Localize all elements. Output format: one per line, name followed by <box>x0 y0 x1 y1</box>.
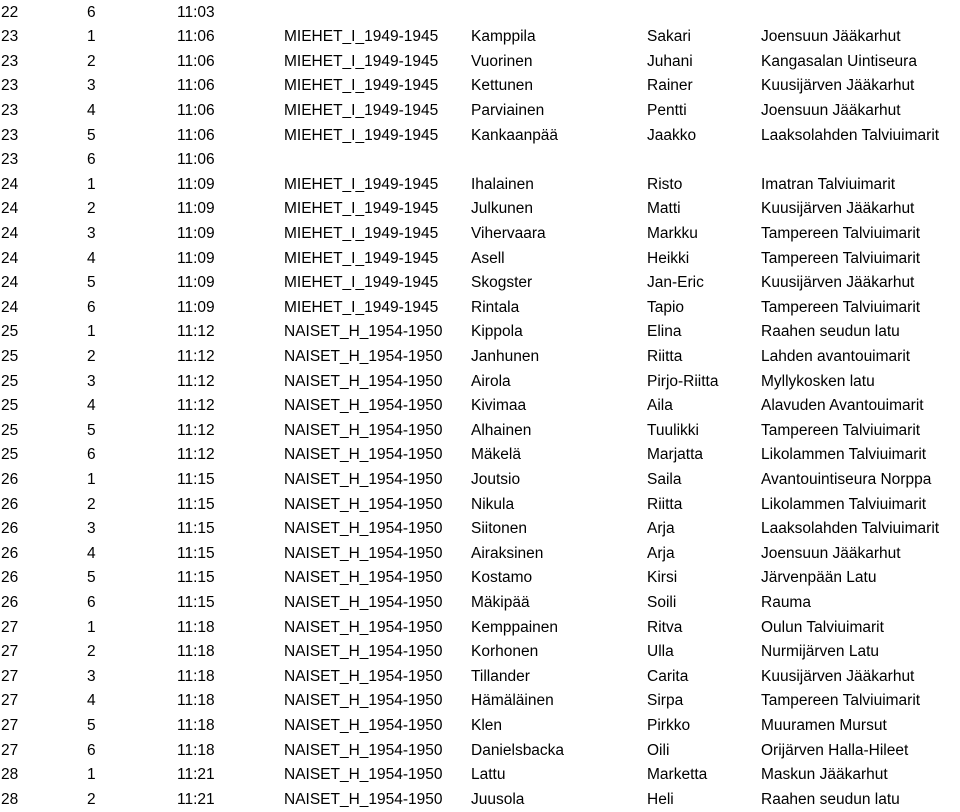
last-name-cell: Kostamo <box>471 569 533 587</box>
first-name-cell: Rainer <box>647 77 693 95</box>
first-name-cell: Pirjo-Riitta <box>647 372 719 390</box>
lane-number-cell: 1 <box>87 470 96 488</box>
first-name-cell: Kirsi <box>647 569 678 587</box>
last-name-cell: Kettunen <box>471 77 534 95</box>
club-name-cell: Avantouintiseura Norppa <box>761 470 932 488</box>
club-name-cell: Imatran Talviuimarit <box>761 175 896 193</box>
first-name-cell: Marjatta <box>647 446 703 464</box>
lane-number-cell: 6 <box>87 446 96 464</box>
club-name-cell: Oulun Talviuimarit <box>761 618 884 636</box>
lane-number-cell: 3 <box>87 224 96 242</box>
start-time-cell: 11:12 <box>177 323 215 341</box>
table-row <box>0 542 960 567</box>
age-class-cell: MIEHET_I_1949-1945 <box>284 200 439 218</box>
heat-number-cell: 24 <box>1 175 19 193</box>
first-name-cell: Oili <box>647 741 670 759</box>
first-name-cell: Sakari <box>647 28 691 46</box>
last-name-cell: Vuorinen <box>471 52 533 70</box>
start-time-cell: 11:18 <box>177 741 215 759</box>
start-time-cell: 11:09 <box>177 298 215 316</box>
table-row <box>0 443 960 468</box>
start-time-cell: 11:09 <box>177 200 215 218</box>
lane-number-cell: 4 <box>87 249 96 267</box>
club-name-cell: Myllykosken latu <box>761 372 875 390</box>
club-name-cell: Orijärven Halla-Hileet <box>761 741 909 759</box>
start-time-cell: 11:06 <box>177 101 215 119</box>
age-class-cell: MIEHET_I_1949-1945 <box>284 249 439 267</box>
first-name-cell: Ritva <box>647 618 683 636</box>
heat-number-cell: 24 <box>1 224 19 242</box>
heat-number-cell: 23 <box>1 28 19 46</box>
lane-number-cell: 1 <box>87 618 96 636</box>
club-name-cell: Maskun Jääkarhut <box>761 766 888 784</box>
last-name-cell: Siitonen <box>471 520 528 538</box>
heat-number-cell: 23 <box>1 77 19 95</box>
club-name-cell: Tampereen Talviuimarit <box>761 249 921 267</box>
age-class-cell: NAISET_H_1954-1950 <box>284 766 443 784</box>
last-name-cell: Mäkipää <box>471 593 530 611</box>
table-row <box>0 788 960 812</box>
heat-number-cell: 26 <box>1 593 19 611</box>
club-name-cell: Tampereen Talviuimarit <box>761 692 921 710</box>
club-name-cell: Likolammen Talviuimarit <box>761 495 927 513</box>
start-time-cell: 11:15 <box>177 569 215 587</box>
heat-number-cell: 26 <box>1 495 19 513</box>
table-row <box>0 739 960 764</box>
table-row <box>0 714 960 739</box>
club-name-cell: Kangasalan Uintiseura <box>761 52 917 70</box>
club-name-cell: Kuusijärven Jääkarhut <box>761 274 915 292</box>
table-row <box>0 591 960 616</box>
first-name-cell: Arja <box>647 544 675 562</box>
last-name-cell: Airola <box>471 372 511 390</box>
lane-number-cell: 2 <box>87 495 96 513</box>
start-time-cell: 11:18 <box>177 643 215 661</box>
heat-number-cell: 26 <box>1 520 19 538</box>
start-time-cell: 11:18 <box>177 716 215 734</box>
table-row <box>0 320 960 345</box>
start-time-cell: 11:09 <box>177 175 215 193</box>
first-name-cell: Saila <box>647 470 682 488</box>
last-name-cell: Julkunen <box>471 200 534 218</box>
lane-number-cell: 5 <box>87 716 96 734</box>
age-class-cell: MIEHET_I_1949-1945 <box>284 77 439 95</box>
last-name-cell: Mäkelä <box>471 446 521 464</box>
table-row <box>0 370 960 395</box>
lane-number-cell: 6 <box>87 741 96 759</box>
age-class-cell: NAISET_H_1954-1950 <box>284 716 443 734</box>
table-row <box>0 640 960 665</box>
start-time-cell: 11:09 <box>177 224 215 242</box>
table-row <box>0 296 960 321</box>
start-time-cell: 11:18 <box>177 618 215 636</box>
club-name-cell: Järvenpään Latu <box>761 569 877 587</box>
heat-number-cell: 25 <box>1 421 19 439</box>
last-name-cell: Ihalainen <box>471 175 534 193</box>
first-name-cell: Riitta <box>647 495 683 513</box>
heat-number-cell: 25 <box>1 323 19 341</box>
first-name-cell: Jaakko <box>647 126 697 144</box>
start-time-cell: 11:12 <box>177 372 215 390</box>
last-name-cell: Danielsbacka <box>471 741 565 759</box>
age-class-cell: NAISET_H_1954-1950 <box>284 520 443 538</box>
start-time-cell: 11:21 <box>177 766 215 784</box>
start-time-cell: 11:12 <box>177 446 215 464</box>
last-name-cell: Tillander <box>471 667 530 685</box>
start-time-cell: 11:06 <box>177 77 215 95</box>
lane-number-cell: 5 <box>87 274 96 292</box>
heat-number-cell: 24 <box>1 298 19 316</box>
heat-number-cell: 28 <box>1 790 19 808</box>
last-name-cell: Kankaanpää <box>471 126 559 144</box>
last-name-cell: Parviainen <box>471 101 545 119</box>
heat-number-cell: 22 <box>1 3 19 21</box>
heat-number-cell: 25 <box>1 446 19 464</box>
age-class-cell: NAISET_H_1954-1950 <box>284 495 443 513</box>
age-class-cell: NAISET_H_1954-1950 <box>284 741 443 759</box>
last-name-cell: Klen <box>471 716 503 734</box>
table-row <box>0 689 960 714</box>
last-name-cell: Juusola <box>471 790 525 808</box>
age-class-cell: NAISET_H_1954-1950 <box>284 593 443 611</box>
start-time-cell: 11:06 <box>177 151 215 169</box>
start-time-cell: 11:18 <box>177 692 215 710</box>
last-name-cell: Kamppila <box>471 28 536 46</box>
lane-number-cell: 4 <box>87 692 96 710</box>
age-class-cell: NAISET_H_1954-1950 <box>284 643 443 661</box>
lane-number-cell: 2 <box>87 643 96 661</box>
table-row <box>0 50 960 75</box>
age-class-cell: NAISET_H_1954-1950 <box>284 397 443 415</box>
table-row <box>0 616 960 641</box>
club-name-cell: Kuusijärven Jääkarhut <box>761 667 915 685</box>
lane-number-cell: 5 <box>87 569 96 587</box>
first-name-cell: Matti <box>647 200 681 218</box>
first-name-cell: Markku <box>647 224 698 242</box>
lane-number-cell: 1 <box>87 175 96 193</box>
table-row <box>0 247 960 272</box>
heat-number-cell: 27 <box>1 667 19 685</box>
lane-number-cell: 1 <box>87 766 96 784</box>
table-row <box>0 566 960 591</box>
first-name-cell: Tapio <box>647 298 685 316</box>
first-name-cell: Pirkko <box>647 716 691 734</box>
first-name-cell: Ulla <box>647 643 674 661</box>
heat-number-cell: 24 <box>1 200 19 218</box>
club-name-cell: Lahden avantouimarit <box>761 347 911 365</box>
start-time-cell: 11:15 <box>177 495 215 513</box>
last-name-cell: Alhainen <box>471 421 532 439</box>
last-name-cell: Asell <box>471 249 505 267</box>
club-name-cell: Muuramen Mursut <box>761 716 887 734</box>
table-row <box>0 763 960 788</box>
lane-number-cell: 3 <box>87 667 96 685</box>
age-class-cell: NAISET_H_1954-1950 <box>284 323 443 341</box>
age-class-cell: NAISET_H_1954-1950 <box>284 446 443 464</box>
table-row <box>0 124 960 149</box>
lane-number-cell: 5 <box>87 421 96 439</box>
start-time-cell: 11:15 <box>177 593 215 611</box>
start-time-cell: 11:06 <box>177 52 215 70</box>
age-class-cell: NAISET_H_1954-1950 <box>284 569 443 587</box>
start-time-cell: 11:15 <box>177 520 215 538</box>
first-name-cell: Arja <box>647 520 675 538</box>
last-name-cell: Joutsio <box>471 470 521 488</box>
age-class-cell: NAISET_H_1954-1950 <box>284 667 443 685</box>
age-class-cell: NAISET_H_1954-1950 <box>284 544 443 562</box>
age-class-cell: MIEHET_I_1949-1945 <box>284 224 439 242</box>
club-name-cell: Laaksolahden Talviuimarit <box>761 126 940 144</box>
first-name-cell: Soili <box>647 593 677 611</box>
table-row <box>0 468 960 493</box>
table-row <box>0 1 960 26</box>
table-row <box>0 222 960 247</box>
age-class-cell: MIEHET_I_1949-1945 <box>284 175 439 193</box>
age-class-cell: NAISET_H_1954-1950 <box>284 470 443 488</box>
heat-number-cell: 23 <box>1 52 19 70</box>
table-row <box>0 271 960 296</box>
heat-number-cell: 26 <box>1 544 19 562</box>
club-name-cell: Tampereen Talviuimarit <box>761 224 921 242</box>
heat-number-cell: 27 <box>1 741 19 759</box>
age-class-cell: NAISET_H_1954-1950 <box>284 347 443 365</box>
lane-number-cell: 4 <box>87 397 96 415</box>
lane-number-cell: 6 <box>87 298 96 316</box>
heat-number-cell: 23 <box>1 101 19 119</box>
club-name-cell: Tampereen Talviuimarit <box>761 421 921 439</box>
lane-number-cell: 6 <box>87 593 96 611</box>
age-class-cell: NAISET_H_1954-1950 <box>284 372 443 390</box>
lane-number-cell: 4 <box>87 101 96 119</box>
start-time-cell: 11:09 <box>177 274 215 292</box>
last-name-cell: Rintala <box>471 298 520 316</box>
table-row <box>0 148 960 173</box>
lane-number-cell: 3 <box>87 77 96 95</box>
start-time-cell: 11:15 <box>177 544 215 562</box>
start-time-cell: 11:12 <box>177 421 215 439</box>
lane-number-cell: 5 <box>87 126 96 144</box>
first-name-cell: Pentti <box>647 101 687 119</box>
table-row <box>0 665 960 690</box>
heat-number-cell: 24 <box>1 274 19 292</box>
start-time-cell: 11:06 <box>177 28 215 46</box>
lane-number-cell: 6 <box>87 3 96 21</box>
first-name-cell: Tuulikki <box>647 421 699 439</box>
lane-number-cell: 4 <box>87 544 96 562</box>
lane-number-cell: 1 <box>87 323 96 341</box>
age-class-cell: MIEHET_I_1949-1945 <box>284 274 439 292</box>
club-name-cell: Rauma <box>761 593 811 611</box>
lane-number-cell: 2 <box>87 52 96 70</box>
start-time-cell: 11:12 <box>177 347 215 365</box>
start-time-cell: 11:09 <box>177 249 215 267</box>
first-name-cell: Elina <box>647 323 682 341</box>
last-name-cell: Nikula <box>471 495 515 513</box>
heat-number-cell: 23 <box>1 151 19 169</box>
first-name-cell: Carita <box>647 667 689 685</box>
club-name-cell: Laaksolahden Talviuimarit <box>761 520 940 538</box>
age-class-cell: MIEHET_I_1949-1945 <box>284 101 439 119</box>
start-time-cell: 11:03 <box>177 3 215 21</box>
club-name-cell: Joensuun Jääkarhut <box>761 28 901 46</box>
age-class-cell: MIEHET_I_1949-1945 <box>284 52 439 70</box>
heat-number-cell: 27 <box>1 692 19 710</box>
first-name-cell: Riitta <box>647 347 683 365</box>
age-class-cell: NAISET_H_1954-1950 <box>284 618 443 636</box>
table-row <box>0 419 960 444</box>
heat-number-cell: 26 <box>1 470 19 488</box>
last-name-cell: Kippola <box>471 323 523 341</box>
table-row <box>0 25 960 50</box>
first-name-cell: Aila <box>647 397 673 415</box>
club-name-cell: Kuusijärven Jääkarhut <box>761 200 915 218</box>
last-name-cell: Vihervaara <box>471 224 546 242</box>
table-row <box>0 99 960 124</box>
club-name-cell: Likolammen Talviuimarit <box>761 446 927 464</box>
club-name-cell: Raahen seudun latu <box>761 323 900 341</box>
age-class-cell: MIEHET_I_1949-1945 <box>284 126 439 144</box>
heat-number-cell: 23 <box>1 126 19 144</box>
club-name-cell: Nurmijärven Latu <box>761 643 880 661</box>
last-name-cell: Korhonen <box>471 643 539 661</box>
heat-number-cell: 25 <box>1 397 19 415</box>
heat-number-cell: 25 <box>1 347 19 365</box>
table-row <box>0 197 960 222</box>
age-class-cell: NAISET_H_1954-1950 <box>284 692 443 710</box>
heat-number-cell: 24 <box>1 249 19 267</box>
club-name-cell: Joensuun Jääkarhut <box>761 101 901 119</box>
lane-number-cell: 6 <box>87 151 96 169</box>
lane-number-cell: 2 <box>87 200 96 218</box>
heat-number-cell: 25 <box>1 372 19 390</box>
table-row <box>0 493 960 518</box>
last-name-cell: Kemppainen <box>471 618 559 636</box>
table-row <box>0 345 960 370</box>
club-name-cell: Alavuden Avantouimarit <box>761 397 924 415</box>
first-name-cell: Sirpa <box>647 692 684 710</box>
last-name-cell: Airaksinen <box>471 544 544 562</box>
table-row <box>0 74 960 99</box>
club-name-cell: Tampereen Talviuimarit <box>761 298 921 316</box>
heat-number-cell: 27 <box>1 643 19 661</box>
lane-number-cell: 3 <box>87 520 96 538</box>
start-time-cell: 11:06 <box>177 126 215 144</box>
heat-number-cell: 26 <box>1 569 19 587</box>
lane-number-cell: 3 <box>87 372 96 390</box>
last-name-cell: Janhunen <box>471 347 540 365</box>
club-name-cell: Raahen seudun latu <box>761 790 900 808</box>
lane-number-cell: 1 <box>87 28 96 46</box>
start-time-cell: 11:21 <box>177 790 215 808</box>
table-row <box>0 394 960 419</box>
age-class-cell: NAISET_H_1954-1950 <box>284 421 443 439</box>
age-class-cell: MIEHET_I_1949-1945 <box>284 298 439 316</box>
last-name-cell: Skogster <box>471 274 533 292</box>
heat-number-cell: 27 <box>1 618 19 636</box>
first-name-cell: Risto <box>647 175 683 193</box>
table-row <box>0 173 960 198</box>
start-time-cell: 11:18 <box>177 667 215 685</box>
club-name-cell: Joensuun Jääkarhut <box>761 544 901 562</box>
club-name-cell: Kuusijärven Jääkarhut <box>761 77 915 95</box>
age-class-cell: MIEHET_I_1949-1945 <box>284 28 439 46</box>
first-name-cell: Marketta <box>647 766 708 784</box>
start-time-cell: 11:12 <box>177 397 215 415</box>
first-name-cell: Heli <box>647 790 674 808</box>
heat-number-cell: 27 <box>1 716 19 734</box>
first-name-cell: Jan-Eric <box>647 274 704 292</box>
heat-number-cell: 28 <box>1 766 19 784</box>
last-name-cell: Hämäläinen <box>471 692 554 710</box>
first-name-cell: Heikki <box>647 249 690 267</box>
last-name-cell: Lattu <box>471 766 506 784</box>
first-name-cell: Juhani <box>647 52 693 70</box>
lane-number-cell: 2 <box>87 347 96 365</box>
start-time-cell: 11:15 <box>177 470 215 488</box>
table-row <box>0 517 960 542</box>
age-class-cell: NAISET_H_1954-1950 <box>284 790 443 808</box>
lane-number-cell: 2 <box>87 790 96 808</box>
last-name-cell: Kivimaa <box>471 397 527 415</box>
